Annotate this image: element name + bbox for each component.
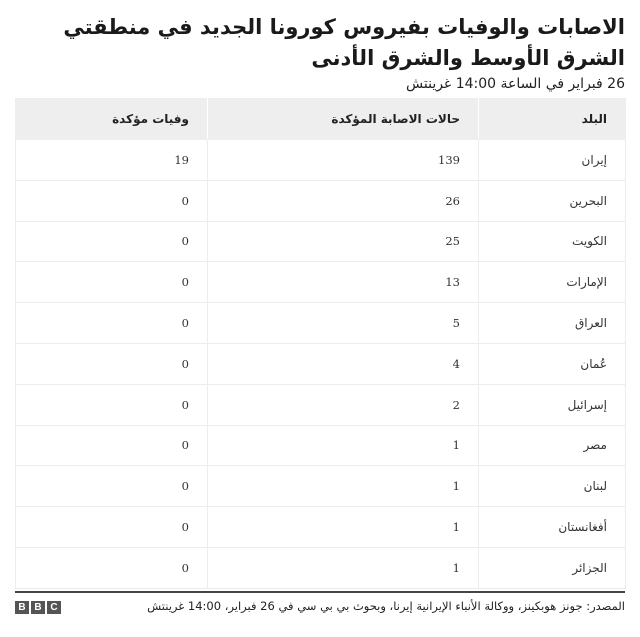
graphic-container	[15, 0, 625, 575]
footer	[15, 598, 625, 618]
bbc-logo-letter: B	[15, 601, 29, 614]
country-cell: الجزائر	[479, 547, 626, 588]
country-cell: البحرين	[479, 180, 626, 221]
deaths-cell: 0	[16, 425, 208, 466]
cases-cell: 26	[208, 180, 479, 221]
cases-cell: 5	[208, 303, 479, 344]
table-row	[16, 425, 626, 466]
table-row	[16, 384, 626, 425]
table-row	[16, 221, 626, 262]
bbc-logo-letter: C	[47, 601, 61, 614]
country-cell: العراق	[479, 303, 626, 344]
cases-cell: 2	[208, 384, 479, 425]
table-row	[16, 303, 626, 344]
source-note: المصدر: جونز هوبكينز، ووكالة الأنباء الإيرانية إيرنا، وبحوث بي بي سي في 26 فبراير، 14:00 غرينتش	[147, 599, 625, 613]
table-row	[16, 140, 626, 181]
table-row	[16, 466, 626, 507]
country-cell: عُمان	[479, 343, 626, 384]
cases-table	[15, 98, 626, 589]
deaths-cell: 0	[16, 221, 208, 262]
country-cell: إسرائيل	[479, 384, 626, 425]
country-cell: إيران	[479, 140, 626, 181]
country-cell: لبنان	[479, 466, 626, 507]
cases-cell: 13	[208, 262, 479, 303]
cases-cell: 25	[208, 221, 479, 262]
footer-divider	[15, 591, 625, 593]
table-row	[16, 262, 626, 303]
deaths-cell: 0	[16, 180, 208, 221]
cases-cell: 4	[208, 343, 479, 384]
deaths-cell: 19	[16, 140, 208, 181]
column-header-country: البلد	[479, 99, 626, 140]
table-row	[16, 343, 626, 384]
column-header-deaths: وفيات مؤكدة	[16, 99, 208, 140]
page-title: الاصابات والوفيات بفيروس كورونا الجديد في منطقتي الشرق الأوسط والشرق الأدنى	[63, 15, 625, 70]
deaths-cell: 0	[16, 343, 208, 384]
deaths-cell: 0	[16, 262, 208, 303]
bbc-logo	[15, 601, 61, 614]
cases-cell: 1	[208, 547, 479, 588]
table-row	[16, 180, 626, 221]
cases-cell: 1	[208, 507, 479, 548]
deaths-cell: 0	[16, 384, 208, 425]
country-cell: الإمارات	[479, 262, 626, 303]
country-cell: مصر	[479, 425, 626, 466]
table-row	[16, 547, 626, 588]
cases-cell: 139	[208, 140, 479, 181]
table-row	[16, 507, 626, 548]
country-cell: الكويت	[479, 221, 626, 262]
page-subtitle: 26 فبراير في الساعة 14:00 غرينتش	[406, 76, 625, 92]
deaths-cell: 0	[16, 466, 208, 507]
deaths-cell: 0	[16, 507, 208, 548]
table-header-row	[16, 99, 626, 140]
cases-cell: 1	[208, 466, 479, 507]
country-cell: أفغانستان	[479, 507, 626, 548]
column-header-cases: حالات الاصابة المؤكدة	[208, 99, 479, 140]
bbc-logo-letter: B	[31, 601, 45, 614]
cases-cell: 1	[208, 425, 479, 466]
deaths-cell: 0	[16, 547, 208, 588]
deaths-cell: 0	[16, 303, 208, 344]
